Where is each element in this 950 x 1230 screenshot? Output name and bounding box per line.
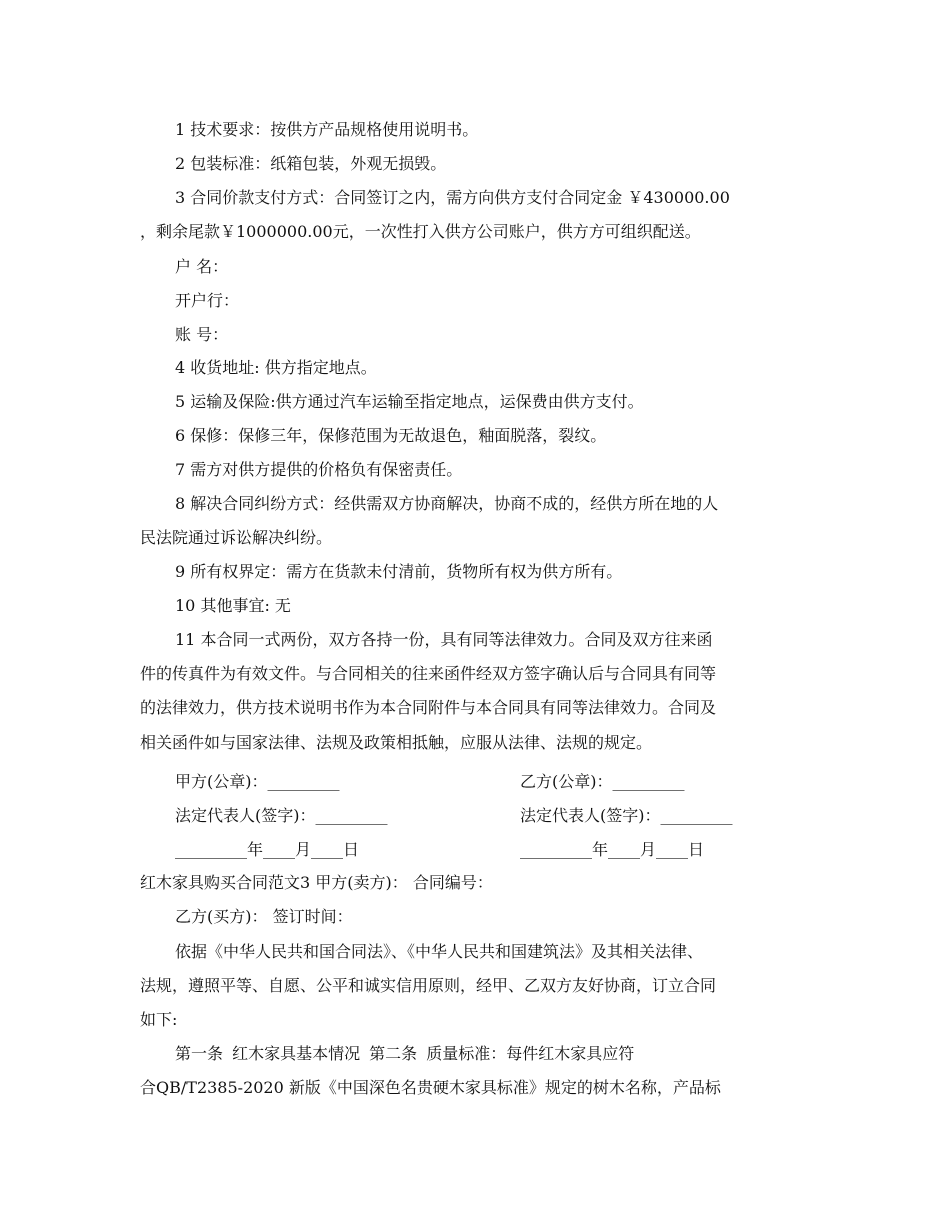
clause-11-line-3: 的法律效力，供方技术说明书作为本合同附件与本合同具有同等法律效力。合同及 — [140, 698, 717, 717]
clause-9: 9 所有权界定：需方在货款未付清前，货物所有权为供方所有。 — [175, 562, 623, 581]
account-name-line: 户 名： — [175, 257, 229, 276]
clause-3-line-2: ，剩余尾款￥1000000.00元，一次性打入供方公司账户，供方方可组织配送。 — [140, 222, 701, 241]
party-b-date: _________年____月____日 — [520, 840, 705, 859]
clause-2: 2 包装标准：纸箱包装，外观无损毁。 — [175, 154, 447, 173]
basis-line-1: 依据《中华人民共和国合同法》、《中华人民共和国建筑法》及其相关法律、 — [175, 942, 704, 961]
clause-3-line-1: 3 合同价款支付方式：合同签订之内，需方向供方支付合同定金 ￥430000.00 — [175, 188, 730, 207]
clause-4: 4 收货地址: 供方指定地点。 — [175, 358, 377, 377]
basis-line-2: 法规，遵照平等、自愿、公平和诚实信用原则，经甲、乙双方友好协商，订立合同 — [140, 976, 717, 995]
clause-8-line-2: 民法院通过诉讼解决纠纷。 — [140, 528, 333, 547]
clause-6: 6 保修：保修三年，保修范围为无故退色，釉面脱落，裂纹。 — [175, 426, 607, 445]
basis-line-3: 如下: — [140, 1010, 178, 1029]
clause-11-line-1: 11 本合同一式两份，双方各持一份，具有同等法律效力。合同及双方往来函 — [175, 630, 713, 649]
bank-line: 开户行： — [175, 291, 240, 310]
article-line-1: 第一条 红木家具基本情况 第二条 质量标准：每件红木家具应符 — [175, 1044, 635, 1063]
party-b-seal: 乙方(公章)：_________ — [520, 772, 685, 791]
clause-5: 5 运输及保险:供方通过汽车运输至指定地点，运保费由供方支付。 — [175, 392, 644, 411]
account-number-line: 账 号： — [175, 325, 229, 344]
clause-11-line-4: 相关函件如与国家法律、法规及政策相抵触，应服从法律、法规的规定。 — [140, 733, 653, 752]
party-a-representative: 法定代表人(签字)：_________ — [175, 806, 388, 825]
clause-8-line-1: 8 解决合同纠纷方式：经供需双方协商解决，协商不成的，经供方所在地的人 — [175, 494, 719, 513]
party-a-date: _________年____月____日 — [175, 840, 360, 859]
clause-7: 7 需方对供方提供的价格负有保密责任。 — [175, 460, 463, 479]
next-contract-heading: 红木家具购买合同范文3 甲方(卖方)： 合同编号： — [140, 873, 493, 892]
clause-10: 10 其他事宜: 无 — [175, 596, 291, 615]
party-b-representative: 法定代表人(签字)：_________ — [520, 806, 733, 825]
clause-11-line-2: 件的传真件为有效文件。与合同相关的往来函件经双方签字确认后与合同具有同等 — [140, 664, 717, 683]
clause-1: 1 技术要求：按供方产品规格使用说明书。 — [175, 120, 479, 139]
article-line-2: 合QB/T2385-2020 新版《中国深色名贵硬木家具标准》规定的树木名称，产品标 — [140, 1078, 721, 1097]
party-b-buyer-line: 乙方(买方)： 签订时间： — [175, 907, 353, 926]
party-a-seal: 甲方(公章)：_________ — [175, 772, 340, 791]
